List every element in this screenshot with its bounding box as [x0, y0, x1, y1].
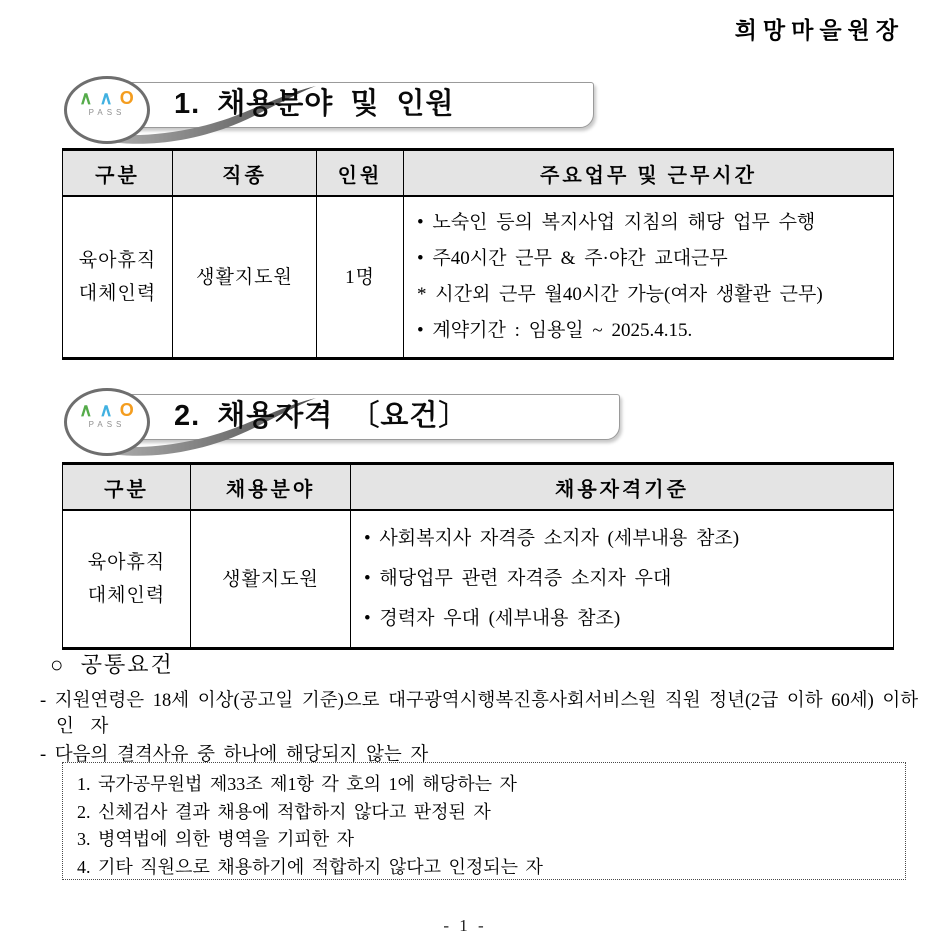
category-line: 육아휴직: [78, 250, 157, 271]
col-header-job-type: 직종: [173, 150, 317, 197]
criteria-item: • 경력자 우대 (세부내용 참조): [364, 608, 621, 629]
common-requirements-heading: ○ 공통요건: [50, 652, 174, 677]
criteria-item: • 해당업무 관련 자격증 소지자 우대: [364, 568, 672, 589]
duty-item: • 노숙인 등의 복지사업 지침의 해당 업무 수행: [417, 212, 816, 233]
section-2-title: 2. 채용자격 〔요건〕: [174, 400, 469, 432]
cell-category: [63, 196, 173, 359]
cell-count: 1명: [317, 196, 404, 359]
logo-caret-green-icon: ∧: [79, 400, 94, 420]
category-line: 대체인력: [87, 585, 166, 606]
duty-item: • 주40시간 근무 & 주·야간 교대근무: [417, 248, 728, 269]
category-line: 육아휴직: [87, 552, 166, 573]
duty-item: * 시간외 근무 월40시간 가능(여자 생활관 근무): [417, 284, 823, 305]
pass-logo-label: PASS: [88, 108, 126, 117]
cell-job-type: 생활지도원: [173, 196, 317, 359]
cell-field: 생활지도원: [191, 510, 351, 649]
col-header-category: 구분: [63, 150, 173, 197]
disqualification-box: [62, 762, 906, 880]
common-requirement-line: - 다음의 결격사유 중 하나에 해당되지 않는 자: [40, 745, 429, 765]
section-2-banner: [64, 388, 620, 458]
section-1-title: 1. 채용분야 및 인원: [174, 88, 455, 120]
table-header-row: [63, 464, 894, 511]
logo-caret-green-icon: ∧: [79, 88, 94, 108]
pass-logo-glyphs: [67, 88, 147, 108]
criteria-item: • 사회복지사 자격증 소지자 (세부내용 참조): [364, 528, 740, 549]
pass-logo: [64, 76, 150, 144]
recruitment-field-table: [62, 148, 894, 360]
disqualification-item: 3. 병역법에 의한 병역을 기피한 자: [77, 829, 355, 849]
disqualification-item: 1. 국가공무원법 제33조 제1항 각 호의 1에 해당하는 자: [77, 774, 517, 794]
col-header-duties: 주요업무 및 근무시간: [404, 150, 894, 197]
common-requirement-line-continuation: 인 자: [56, 717, 111, 737]
col-header-criteria: 채용자격기준: [351, 464, 894, 511]
logo-caret-blue-icon: ∧: [99, 400, 114, 420]
disqualification-item: 4. 기타 직원으로 채용하기에 적합하지 않다고 인정되는 자: [77, 856, 543, 877]
logo-caret-blue-icon: ∧: [99, 88, 114, 108]
duty-item: • 계약기간 : 임용일 ~ 2025.4.15.: [417, 320, 693, 341]
pass-logo: [64, 388, 150, 456]
page-number: - 1 -: [443, 916, 487, 935]
table-row: [63, 510, 894, 649]
category-line: 대체인력: [78, 283, 157, 304]
author-title: 희망마을원장: [734, 18, 904, 43]
logo-circle-orange-icon: O: [119, 88, 135, 108]
qualification-table: [62, 462, 894, 650]
col-header-category: 구분: [63, 464, 191, 511]
pass-logo-glyphs: [67, 400, 147, 420]
cell-criteria: [351, 510, 894, 649]
disqualification-item: 2. 신체검사 결과 채용에 적합하지 않다고 판정된 자: [77, 801, 491, 822]
col-header-field: 채용분야: [191, 464, 351, 511]
col-header-count: 인원: [317, 150, 404, 197]
table-header-row: [63, 150, 894, 197]
cell-duties: [404, 196, 894, 359]
pass-logo-label: PASS: [88, 420, 126, 429]
section-1-banner: [64, 76, 594, 146]
logo-circle-orange-icon: O: [119, 400, 135, 420]
cell-category: [63, 510, 191, 649]
table-row: [63, 196, 894, 359]
common-requirement-line: - 지원연령은 18세 이상(공고일 기준)으로 대구광역시행복진흥사회서비스원 직원 정년(2급 이하 60세) 이하: [40, 691, 919, 711]
